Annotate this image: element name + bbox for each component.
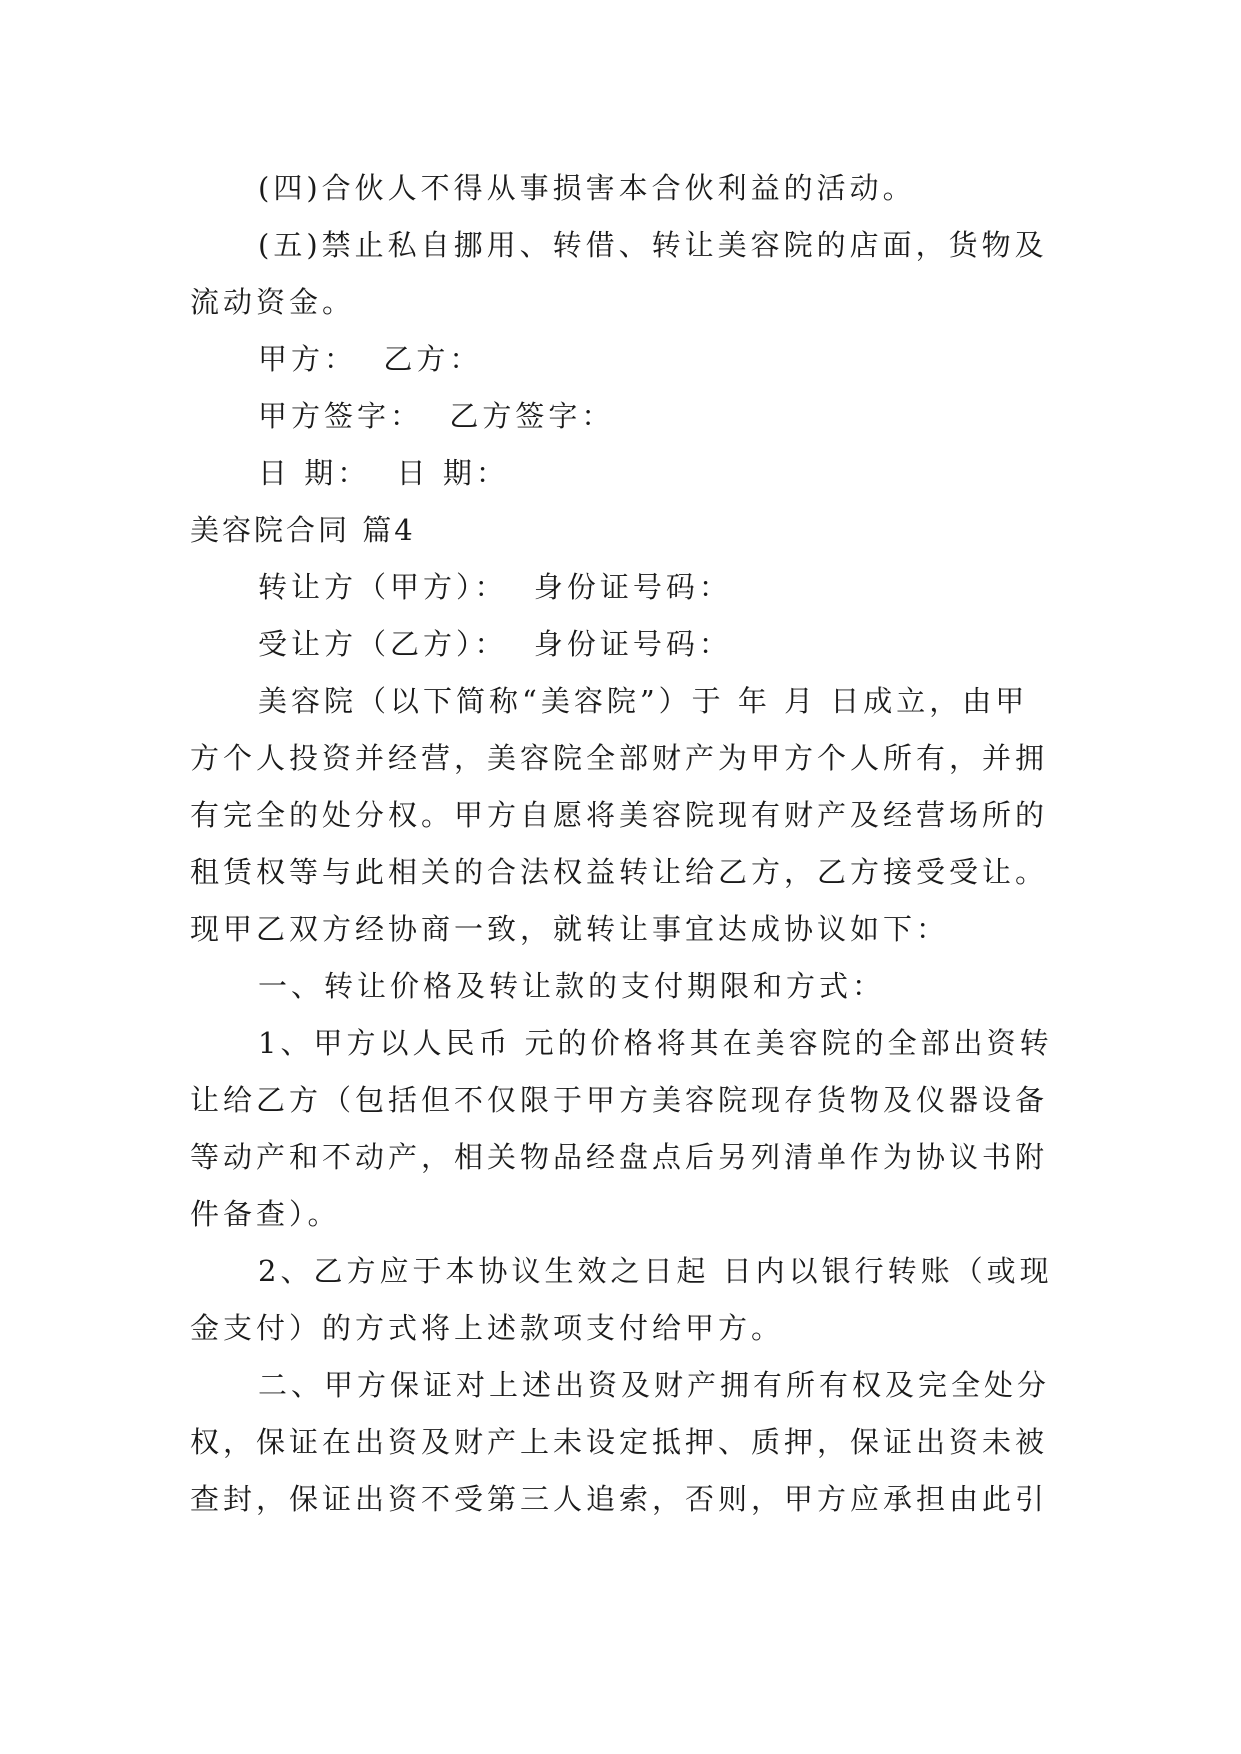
clause-heading: 一、转让价格及转让款的支付期限和方式： bbox=[258, 969, 886, 1003]
paragraph: 美容院（以下简称“美容院”）于 年 月 日成立，由甲方个人投资并经营，美容院全部财产为甲方个人所有，并拥有完全的处分权。甲方自愿将美容院现有财产及经营场所的租赁权等与此相关的合法权益转让给乙方，乙方接受受让。现甲乙双方经协商一致，就转让事宜达成协议如下： bbox=[190, 684, 1049, 946]
signature-date-line: 日 期： 日 期： bbox=[258, 456, 509, 490]
signature-party-line: 甲方： 乙方： bbox=[258, 342, 483, 376]
paragraph: 1、甲方以人民币 元的价格将其在美容院的全部出资转让给乙方（包括但不仅限于甲方美容院现存货物及仪器设备等动产和不动产，相关物品经盘点后另列清单作为协议书附件备查）。 bbox=[190, 1026, 1053, 1231]
paragraph: (四)合伙人不得从事损害本合伙利益的活动。 bbox=[258, 171, 916, 205]
paragraph: (五)禁止私自挪用、转借、转让美容院的店面，货物及流动资金。 bbox=[190, 228, 1048, 319]
transferee-line: 受让方（乙方）： 身份证号码： bbox=[258, 627, 732, 661]
transferor-line: 转让方（甲方）： 身份证号码： bbox=[258, 570, 732, 604]
paragraph: 2、乙方应于本协议生效之日起 日内以银行转账（或现金支付）的方式将上述款项支付给甲方。 bbox=[190, 1254, 1053, 1345]
paragraph: 二、甲方保证对上述出资及财产拥有所有权及完全处分权，保证在出资及财产上未设定抵押、质押，保证出资未被查封，保证出资不受第三人追索，否则，甲方应承担由此引 bbox=[190, 1368, 1051, 1516]
section-title: 美容院合同 篇4 bbox=[190, 513, 416, 547]
signature-sign-line: 甲方签字： 乙方签字： bbox=[258, 399, 615, 433]
document-page bbox=[190, 160, 1060, 1528]
